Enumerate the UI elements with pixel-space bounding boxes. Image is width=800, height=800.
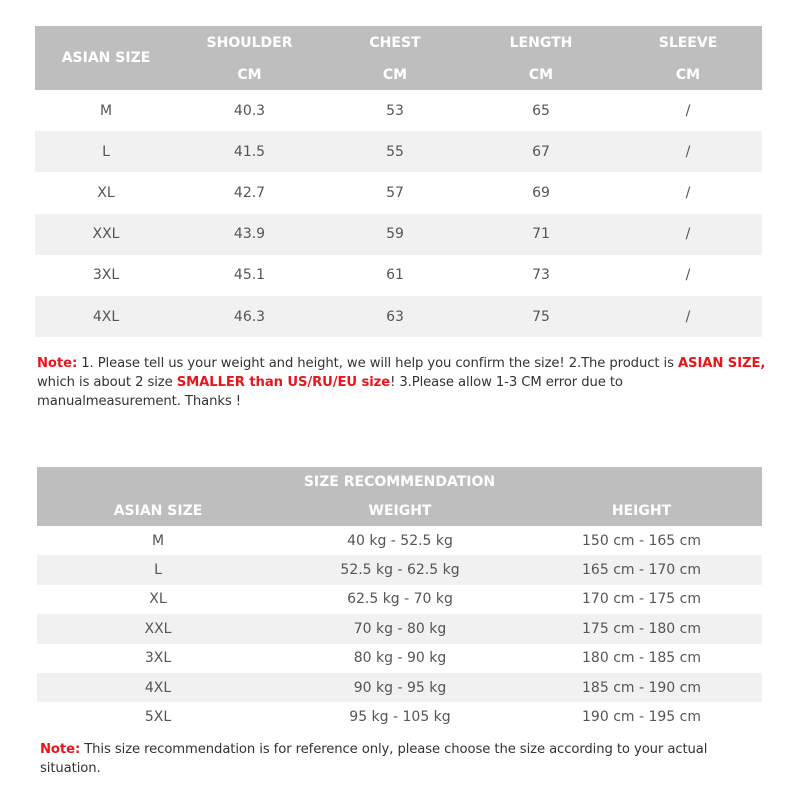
note-text: This size recommendation is for reference only, please choose the size according to your actual situation. [40,742,708,776]
cell-size: L [102,143,110,160]
cell-size: L [154,562,162,579]
cell-sleeve: / [685,184,691,201]
cell-size: XL [97,184,115,201]
cell-shoulder: 42.7 [233,184,266,201]
cell-shoulder: 43.9 [233,226,266,243]
cell-weight: 40 kg - 52.5 kg [347,532,453,549]
table-row [35,296,762,337]
recommendation-column-headers [37,503,762,519]
cell-size: M [151,532,165,549]
header-unit: CM [675,67,701,83]
note-text: ! 3.Please allow 1-3 CM error due to manualmeasurement. Thanks ! [37,375,623,409]
cell-chest: 53 [386,102,404,119]
header-weight: WEIGHT [368,503,432,519]
cell-weight: 90 kg - 95 kg [353,679,447,696]
table-row [35,131,762,172]
header-chest [322,26,468,90]
cell-height: 165 cm - 170 cm [582,562,701,579]
recommendation-table-header [37,467,762,526]
header-label: SHOULDER [206,35,293,51]
table-row [35,90,762,131]
cell-shoulder: 46.3 [233,308,266,325]
table-row [35,214,762,255]
header-label: LENGTH [509,35,573,51]
cell-weight: 52.5 kg - 62.5 kg [340,562,460,579]
header-label: CHEST [369,35,421,51]
table-row [35,172,762,213]
cell-height: 150 cm - 165 cm [582,532,701,549]
cell-size: XXL [92,226,120,243]
cell-height: 190 cm - 195 cm [582,709,701,726]
note-text: 1. Please tell us your weight and height, we will help you confirm the size! 2.The product is [77,356,678,371]
cell-sleeve: / [685,308,691,325]
header-asian-size [35,26,177,90]
table-row [37,614,762,643]
cell-size: XXL [144,620,172,637]
cell-weight: 70 kg - 80 kg [353,620,447,637]
cell-sleeve: / [685,102,691,119]
header-length [468,26,614,90]
header-unit: CM [528,67,554,83]
cell-length: 71 [532,226,550,243]
cell-length: 65 [532,102,550,119]
header-unit: CM [237,67,262,83]
table-row [37,585,762,614]
measurement-table-header [35,26,762,90]
cell-sleeve: / [685,143,691,160]
table-row [37,644,762,673]
cell-weight: 80 kg - 90 kg [353,650,447,667]
cell-shoulder: 40.3 [233,102,266,119]
cell-height: 175 cm - 180 cm [582,620,701,637]
note-label: Note: [37,356,78,371]
cell-chest: 55 [386,143,404,160]
table-row [35,255,762,296]
header-sleeve [614,26,762,90]
cell-sleeve: / [685,226,691,243]
note-text: which is about 2 size [37,375,177,390]
header-height: HEIGHT [611,503,672,519]
cell-weight: 95 kg - 105 kg [349,709,451,726]
cell-height: 185 cm - 190 cm [582,679,701,696]
cell-height: 180 cm - 185 cm [582,650,701,667]
cell-size: 3XL [144,650,172,667]
cell-length: 69 [532,184,550,201]
cell-size: 3XL [92,267,120,284]
table-row [37,673,762,702]
cell-height: 170 cm - 175 cm [582,591,701,608]
cell-size: 4XL [144,679,172,696]
table-row [37,555,762,584]
note-label: Note: [40,742,81,757]
header-asian-size: ASIAN SIZE [113,503,203,519]
cell-sleeve: / [685,267,691,284]
cell-shoulder: 45.1 [233,267,266,284]
cell-length: 67 [532,143,550,160]
cell-chest: 57 [386,184,404,201]
cell-size: 4XL [92,308,120,325]
size-note [37,354,767,411]
table-row [37,702,762,731]
cell-length: 73 [532,267,550,284]
cell-chest: 59 [386,226,404,243]
header-unit: CM [382,67,408,83]
cell-length: 75 [532,308,550,325]
note-highlight-smaller: SMALLER than US/RU/EU size [176,375,391,390]
cell-chest: 63 [386,308,404,325]
header-label: SLEEVE [658,35,718,51]
cell-weight: 62.5 kg - 70 kg [347,591,453,608]
header-shoulder [177,26,322,90]
cell-size: XL [149,591,167,608]
recommendation-table [37,467,762,732]
recommendation-note [40,740,760,778]
table-row [37,526,762,555]
cell-chest: 61 [386,267,404,284]
header-label: ASIAN SIZE [61,50,151,66]
recommendation-title: SIZE RECOMMENDATION [303,474,496,490]
cell-shoulder: 41.5 [233,143,266,160]
cell-size: 5XL [144,709,172,726]
cell-size: M [99,102,113,119]
note-highlight-asian-size: ASIAN SIZE, [677,356,766,371]
measurement-table [35,26,762,337]
